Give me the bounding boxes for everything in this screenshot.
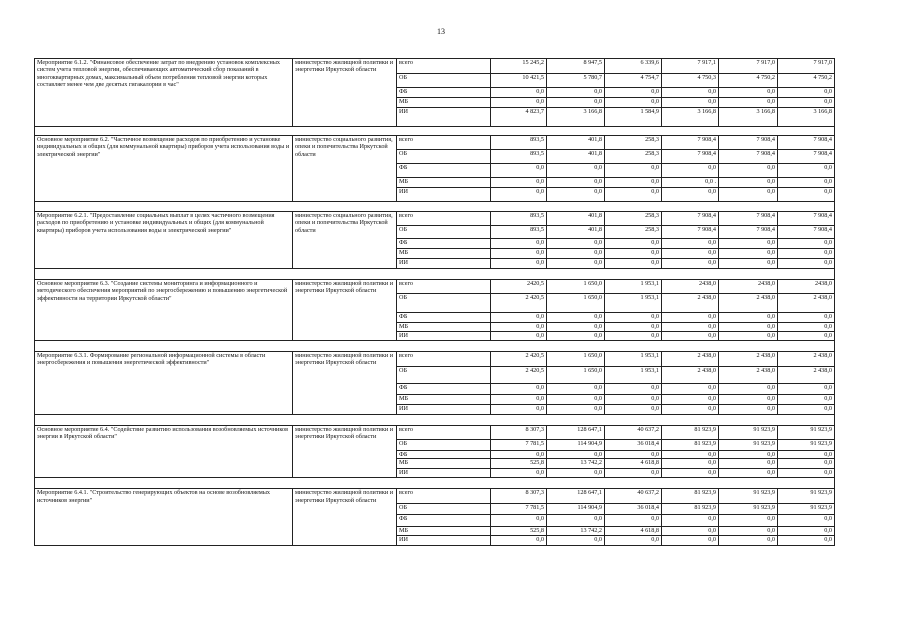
amount-cell: 0,0 (719, 384, 778, 395)
amount-cell: 2 438,0 (719, 294, 778, 313)
amount-cell: 0,0 (491, 395, 547, 405)
amount-cell: 36 018,4 (605, 440, 662, 451)
amount-cell: 1 584,9 (605, 108, 662, 127)
responsible-ministry: министерство жилищной политики и энергетики Иркутской области (293, 280, 397, 341)
amount-cell: 114 904,9 (547, 440, 605, 451)
amount-cell: 0,0 (719, 535, 778, 545)
funding-source: всего (397, 212, 491, 226)
amount-cell: 81 923,9 (662, 426, 719, 440)
amount-cell: 5 780,7 (547, 74, 605, 88)
amount-cell: 0,0 (491, 249, 547, 259)
amount-cell: 0,0 (605, 164, 662, 178)
funding-source: ФБ (397, 164, 491, 178)
amount-cell: 0,0 (778, 395, 835, 405)
amount-cell: 91 923,9 (719, 489, 778, 504)
amount-cell: 0,0 (547, 98, 605, 108)
amount-cell: 0,0 (605, 395, 662, 405)
amount-cell: 13 742,2 (547, 527, 605, 535)
amount-cell: 2 420,5 (491, 294, 547, 313)
amount-cell: 7 908,4 (719, 150, 778, 164)
amount-cell: 1 953,1 (605, 294, 662, 313)
group-spacer (35, 127, 835, 136)
amount-cell: 1 650,0 (547, 280, 605, 294)
responsible-ministry: министерство социального развития, опеки и попечительства Иркутской области (293, 212, 397, 269)
funding-source: МБ (397, 249, 491, 259)
funding-source: ОБ (397, 150, 491, 164)
funding-source: ИИ (397, 259, 491, 269)
amount-cell: 0,0 (719, 323, 778, 332)
amount-cell: 0,0 (662, 323, 719, 332)
responsible-ministry: министерство жилищной политики и энергетики Иркутской области (293, 352, 397, 415)
amount-cell: 0,0 (662, 164, 719, 178)
amount-cell: 10 421,5 (491, 74, 547, 88)
amount-cell: 0,0 (778, 332, 835, 341)
amount-cell: 0,0 (719, 259, 778, 269)
amount-cell: 7 908,4 (778, 150, 835, 164)
amount-cell: 0,0 (491, 384, 547, 395)
amount-cell: 1 650,0 (547, 294, 605, 313)
funding-source: ФБ (397, 384, 491, 395)
funding-source: ИИ (397, 188, 491, 202)
budget-table (34, 58, 835, 546)
funding-source: МБ (397, 459, 491, 469)
amount-cell: 7 908,4 (662, 212, 719, 226)
amount-cell: 0,0 (719, 332, 778, 341)
funding-source: ФБ (397, 515, 491, 527)
amount-cell: 0,0 (605, 515, 662, 527)
amount-cell: 0,0 (605, 98, 662, 108)
funding-source: ИИ (397, 469, 491, 478)
amount-cell: 0,0 (547, 249, 605, 259)
amount-cell: 91 923,9 (778, 440, 835, 451)
amount-cell: 401,8 (547, 212, 605, 226)
funding-source: МБ (397, 98, 491, 108)
amount-cell: 0,0 (662, 469, 719, 478)
amount-cell: 7 908,4 (662, 226, 719, 239)
amount-cell: 525,8 (491, 527, 547, 535)
amount-cell: 8 947,5 (547, 59, 605, 74)
amount-cell: 2 438,0 (662, 294, 719, 313)
amount-cell: 2 438,0 (778, 294, 835, 313)
amount-cell: 893,5 (491, 136, 547, 150)
amount-cell: 4 750,2 (778, 74, 835, 88)
amount-cell: 7 908,4 (662, 150, 719, 164)
responsible-ministry: министерство жилищной политики и энергетики Иркутской области (293, 59, 397, 127)
amount-cell: 0,0 (491, 188, 547, 202)
amount-cell: 0,0 (605, 188, 662, 202)
amount-cell: 3 166,8 (547, 108, 605, 127)
amount-cell: 91 923,9 (778, 489, 835, 504)
responsible-ministry: министерство социального развития, опеки и попечительства Иркутской области (293, 136, 397, 202)
funding-source: ОБ (397, 294, 491, 313)
group-spacer (35, 415, 835, 426)
event-title: Мероприятие 6.2.1. "Предоставление социальных выплат в целях частичного возмещения расходов по приобретению и установке индивидуальных и общих (для коммунальной квартиры) приборов учета использования воды и электрической энергии" (35, 212, 293, 269)
funding-source: ИИ (397, 108, 491, 127)
amount-cell: 0,0 (547, 178, 605, 188)
amount-cell: 0,0 (491, 451, 547, 459)
funding-source: ФБ (397, 451, 491, 459)
amount-cell: 0,0 (547, 323, 605, 332)
amount-cell: 91 923,9 (719, 440, 778, 451)
amount-cell: 0,0 (719, 395, 778, 405)
amount-cell: 0,0 (719, 88, 778, 98)
amount-cell: 0,0 (778, 451, 835, 459)
funding-source: МБ (397, 178, 491, 188)
amount-cell: 0,0 (605, 313, 662, 323)
amount-cell: 258,3 (605, 150, 662, 164)
event-title: Мероприятие 6.3.1. Формирование региональной информационной системы в области энергосбережения и повышения энергетической эффективности" (35, 352, 293, 415)
amount-cell: 0,0 (547, 469, 605, 478)
table-row (35, 426, 835, 440)
table-row (35, 489, 835, 504)
amount-cell: 0,0 . (662, 178, 719, 188)
amount-cell: 15 245,2 (491, 59, 547, 74)
amount-cell: 0,0 (547, 384, 605, 395)
amount-cell: 1 650,0 (547, 352, 605, 367)
amount-cell: 0,0 (491, 323, 547, 332)
funding-source: всего (397, 280, 491, 294)
amount-cell: 0,0 (662, 535, 719, 545)
table-row (35, 136, 835, 150)
amount-cell: 0,0 (605, 178, 662, 188)
amount-cell: 7 908,4 (719, 226, 778, 239)
funding-source: ОБ (397, 226, 491, 239)
amount-cell: 2 420,5 (491, 367, 547, 384)
amount-cell: 0,0 (719, 515, 778, 527)
amount-cell: 91 923,9 (778, 504, 835, 515)
amount-cell: 0,0 (547, 332, 605, 341)
amount-cell: 0,0 (778, 98, 835, 108)
amount-cell: 0,0 (778, 384, 835, 395)
amount-cell: 0,0 (719, 178, 778, 188)
amount-cell: 91 923,9 (719, 426, 778, 440)
amount-cell: 0,0 (491, 332, 547, 341)
amount-cell: 7 908,4 (662, 136, 719, 150)
amount-cell: 0,0 (491, 535, 547, 545)
amount-cell: 0,0 (778, 188, 835, 202)
amount-cell: 893,5 (491, 226, 547, 239)
amount-cell: 1 953,1 (605, 367, 662, 384)
amount-cell: 2 420,5 (491, 352, 547, 367)
amount-cell: 81 923,9 (662, 489, 719, 504)
amount-cell: 0,0 (547, 405, 605, 415)
amount-cell: 0,0 (778, 405, 835, 415)
amount-cell: 0,0 (547, 395, 605, 405)
amount-cell: 0,0 (547, 515, 605, 527)
amount-cell: 91 923,9 (778, 426, 835, 440)
group-spacer (35, 341, 835, 352)
amount-cell: 7 908,4 (778, 136, 835, 150)
amount-cell: 0,0 (778, 88, 835, 98)
amount-cell: 0,0 (778, 535, 835, 545)
amount-cell: 4 618,8 (605, 459, 662, 469)
amount-cell: 40 637,2 (605, 426, 662, 440)
amount-cell: 401,8 (547, 226, 605, 239)
amount-cell: 525,8 (491, 459, 547, 469)
amount-cell: 0,0 (605, 384, 662, 395)
amount-cell: 7 781,5 (491, 440, 547, 451)
group-spacer (35, 202, 835, 212)
funding-source: ОБ (397, 504, 491, 515)
amount-cell: 0,0 (719, 239, 778, 249)
amount-cell: 4 618,8 (605, 527, 662, 535)
amount-cell: 2 438,0 (719, 367, 778, 384)
amount-cell: 258,3 (605, 212, 662, 226)
amount-cell: 0,0 (719, 313, 778, 323)
amount-cell: 2438,0 (719, 280, 778, 294)
funding-source: всего (397, 352, 491, 367)
amount-cell: 0,0 (719, 451, 778, 459)
amount-cell: 0,0 (778, 249, 835, 259)
amount-cell: 0,0 (719, 459, 778, 469)
amount-cell: 0,0 (778, 323, 835, 332)
amount-cell: 2438,0 (778, 280, 835, 294)
amount-cell: 81 923,9 (662, 440, 719, 451)
amount-cell: 4 823,7 (491, 108, 547, 127)
amount-cell: 893,5 (491, 150, 547, 164)
amount-cell: 0,0 (605, 239, 662, 249)
amount-cell: 2 438,0 (778, 352, 835, 367)
funding-source: ФБ (397, 88, 491, 98)
funding-source: ИИ (397, 405, 491, 415)
event-title: Мероприятие 6.1.2. "Финансовое обеспечение затрат по внедрению установок комплексных систем учета тепловой энергии, обеспечивающих автоматический сбор показаний в многоквартирных домах, максимальный объем потребления тепловой энергии которых составляет менее чем две десятых гигакалории в час" (35, 59, 293, 127)
amount-cell: 0,0 (719, 98, 778, 108)
amount-cell: 0,0 (778, 239, 835, 249)
amount-cell: 0,0 (547, 535, 605, 545)
funding-source: МБ (397, 395, 491, 405)
amount-cell: 3 166,8 (719, 108, 778, 127)
responsible-ministry: министерство жилищной политики и энергетики Иркутской области (293, 489, 397, 545)
funding-source: всего (397, 136, 491, 150)
amount-cell: 0,0 (662, 395, 719, 405)
funding-source: ИИ (397, 535, 491, 545)
group-spacer (35, 478, 835, 489)
amount-cell: 0,0 (719, 249, 778, 259)
funding-source: МБ (397, 323, 491, 332)
funding-source: всего (397, 489, 491, 504)
amount-cell: 2420,5 (491, 280, 547, 294)
amount-cell: 0,0 (662, 451, 719, 459)
amount-cell: 3 166,8 (778, 108, 835, 127)
amount-cell: 1 650,0 (547, 367, 605, 384)
amount-cell: 0,0 (491, 469, 547, 478)
amount-cell: 91 923,9 (719, 504, 778, 515)
amount-cell: 128 647,1 (547, 489, 605, 504)
amount-cell: 0,0 (662, 259, 719, 269)
amount-cell: 0,0 (662, 188, 719, 202)
page-number: 13 (437, 27, 445, 36)
funding-source: ОБ (397, 367, 491, 384)
amount-cell: 2 438,0 (778, 367, 835, 384)
amount-cell: 0,0 (605, 323, 662, 332)
amount-cell: 0,0 (491, 88, 547, 98)
table-row (35, 59, 835, 74)
amount-cell: 0,0 (662, 515, 719, 527)
amount-cell: 1 953,1 (605, 352, 662, 367)
event-title: Основное мероприятие 6.4. "Содействие развитию использования возобновляемых источников энергии в Иркутской области" (35, 426, 293, 478)
amount-cell: 0,0 (719, 469, 778, 478)
amount-cell: 7 908,4 (719, 136, 778, 150)
amount-cell: 0,0 (605, 451, 662, 459)
amount-cell: 114 904,9 (547, 504, 605, 515)
table-row (35, 352, 835, 367)
amount-cell: 6 339,6 (605, 59, 662, 74)
group-spacer (35, 269, 835, 280)
amount-cell: 0,0 (491, 164, 547, 178)
amount-cell: 36 018,4 (605, 504, 662, 515)
funding-source: ФБ (397, 313, 491, 323)
amount-cell: 7 917,0 (778, 59, 835, 74)
amount-cell: 0,0 (491, 98, 547, 108)
amount-cell: 4 750,2 (719, 74, 778, 88)
amount-cell: 0,0 (662, 313, 719, 323)
funding-source: ОБ (397, 440, 491, 451)
amount-cell: 258,3 (605, 226, 662, 239)
responsible-ministry: министерство жилищной политики и энергетики Иркутской области (293, 426, 397, 478)
amount-cell: 401,8 (547, 150, 605, 164)
amount-cell: 81 923,9 (662, 504, 719, 515)
amount-cell: 1 953,1 (605, 280, 662, 294)
amount-cell: 0,0 (778, 515, 835, 527)
amount-cell: 0,0 (547, 451, 605, 459)
amount-cell: 401,8 (547, 136, 605, 150)
amount-cell: 0,0 (719, 164, 778, 178)
amount-cell: 0,0 (547, 88, 605, 98)
amount-cell: 4 750,3 (662, 74, 719, 88)
amount-cell: 8 307,3 (491, 489, 547, 504)
funding-source: всего (397, 426, 491, 440)
amount-cell: 0,0 (778, 313, 835, 323)
table-row (35, 280, 835, 294)
event-title: Основное мероприятие 6.3. "Создание системы мониторинга и информационного и методического обеспечения мероприятий по энергосбережению и повышению энергетической эффективности на территории Иркутской области" (35, 280, 293, 341)
amount-cell: 2 438,0 (662, 367, 719, 384)
amount-cell: 0,0 (547, 259, 605, 269)
funding-source: всего (397, 59, 491, 74)
amount-cell: 0,0 (778, 459, 835, 469)
amount-cell: 0,0 (778, 469, 835, 478)
amount-cell: 7 908,4 (778, 212, 835, 226)
amount-cell: 7 908,4 (719, 212, 778, 226)
amount-cell: 0,0 (547, 188, 605, 202)
amount-cell: 0,0 (662, 249, 719, 259)
amount-cell: 0,0 (778, 527, 835, 535)
amount-cell: 0,0 (778, 178, 835, 188)
amount-cell: 0,0 (547, 313, 605, 323)
amount-cell: 0,0 (491, 259, 547, 269)
event-title: Основное мероприятие 6.2. "Частичное возмещение расходов по приобретению и установке индивидуальных и общих (для коммунальной квартиры) приборов учета использования воды и электрической энергии" (35, 136, 293, 202)
amount-cell: 0,0 (491, 178, 547, 188)
amount-cell: 13 742,2 (547, 459, 605, 469)
amount-cell: 2 438,0 (662, 352, 719, 367)
amount-cell: 0,0 (491, 313, 547, 323)
amount-cell: 0,0 (491, 239, 547, 249)
amount-cell: 0,0 (719, 527, 778, 535)
amount-cell: 2 438,0 (719, 352, 778, 367)
funding-source: МБ (397, 527, 491, 535)
funding-source: ФБ (397, 239, 491, 249)
funding-source: ОБ (397, 74, 491, 88)
amount-cell: 0,0 (605, 535, 662, 545)
amount-cell: 3 166,8 (662, 108, 719, 127)
amount-cell: 2438,0 (662, 280, 719, 294)
amount-cell: 0,0 (662, 332, 719, 341)
amount-cell: 0,0 (547, 239, 605, 249)
amount-cell: 0,0 (662, 239, 719, 249)
amount-cell: 893,5 (491, 212, 547, 226)
amount-cell: 0,0 (605, 405, 662, 415)
amount-cell: 128 647,1 (547, 426, 605, 440)
amount-cell: 7 917,0 (719, 59, 778, 74)
amount-cell: 7 908,4 (778, 226, 835, 239)
amount-cell: 0,0 (605, 469, 662, 478)
amount-cell: 0,0 (605, 259, 662, 269)
amount-cell: 0,0 (547, 164, 605, 178)
amount-cell: 0,0 (662, 405, 719, 415)
amount-cell: 0,0 (662, 384, 719, 395)
amount-cell: 0,0 (662, 98, 719, 108)
amount-cell: 7 781,5 (491, 504, 547, 515)
event-title: Мероприятие 6.4.1. "Строительство генерирующих объектов на основе возобновляемых источников энергии" (35, 489, 293, 545)
amount-cell: 0,0 (778, 164, 835, 178)
amount-cell: 0,0 (605, 88, 662, 98)
amount-cell: 0,0 (662, 459, 719, 469)
amount-cell: 0,0 (778, 259, 835, 269)
amount-cell: 7 917,1 (662, 59, 719, 74)
amount-cell: 0,0 (662, 88, 719, 98)
amount-cell: 0,0 (491, 515, 547, 527)
funding-source: ИИ (397, 332, 491, 341)
table-row (35, 212, 835, 226)
amount-cell: 0,0 (662, 527, 719, 535)
amount-cell: 0,0 (719, 188, 778, 202)
amount-cell: 40 637,2 (605, 489, 662, 504)
amount-cell: 258,3 (605, 136, 662, 150)
amount-cell: 8 307,3 (491, 426, 547, 440)
amount-cell: 0,0 (605, 332, 662, 341)
amount-cell: 4 754,7 (605, 74, 662, 88)
amount-cell: 0,0 (719, 405, 778, 415)
amount-cell: 0,0 (605, 249, 662, 259)
amount-cell: 0,0 (491, 405, 547, 415)
